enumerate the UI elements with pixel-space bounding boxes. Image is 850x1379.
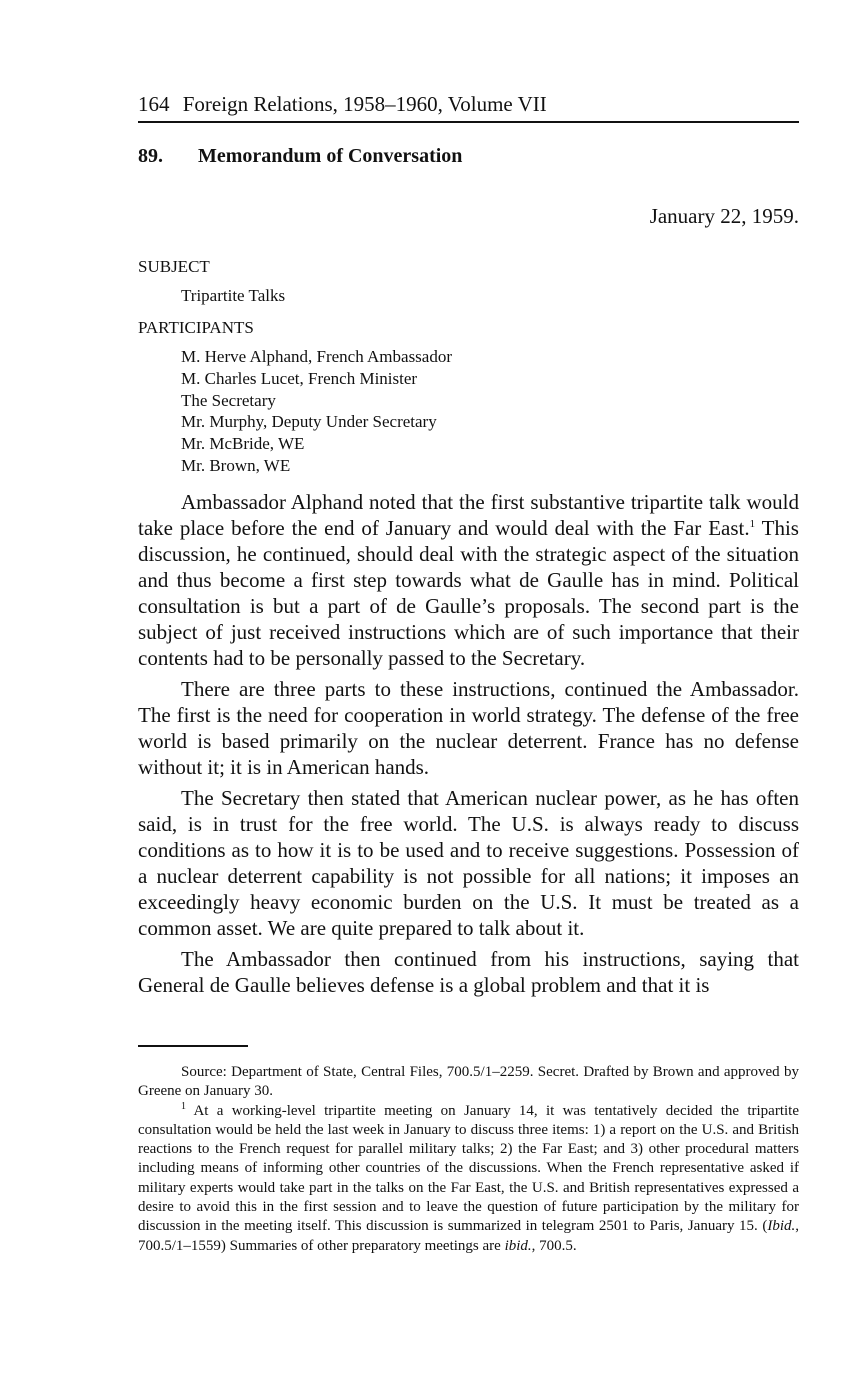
footnote-citation: ibid. [504,1237,532,1254]
body-paragraph: The Ambassador then continued from his instructions, saying that General de Gaulle believes defense is a global problem and that it is [138,947,799,997]
document-date: January 22, 1959. [649,204,799,228]
document-title: Memorandum of Conversation [198,145,463,167]
body-paragraph: There are three parts to these instructions, continued the Ambassador. The first is the need for cooperation in world strategy. The defense of the free world is based primarily on the nuclear deterrent. France has no defense without it; it is in American hands. [138,677,799,779]
participants-list [181,346,452,477]
footnote-1 [138,1102,799,1256]
body-paragraph-text: This discussion, he continued, should deal with the strategic aspect of the situation and thus become a first step towards what de Gaulle has in mind. Political consultation is but a part of de Gaulle’s proposals. The second part is the subject of just received instructions which are of such importance that their contents had to be personally passed to the Secretary. [138,516,799,670]
footnotes [138,1063,799,1256]
participants-label: PARTICIPANTS [138,318,254,337]
footnote-reference[interactable]: 1 [749,518,756,530]
series-title: Foreign Relations, 1958–1960, Volume VII [182,92,547,116]
subject-label: SUBJECT [138,257,210,276]
footnote-text: , 700.5. [531,1237,577,1254]
body-paragraph-text: Ambassador Alphand noted that the first substantive tripartite talk would take place before the end of January and would deal with the Far East. [138,490,799,540]
body-paragraph: The Secretary then stated that American nuclear power, as he has often said, is in trust for the free world. The U.S. is always ready to discuss conditions as to how it is to be used and to receive suggestions. Possession of a nuclear deterrent capability is not possible for all nations; it imposes an exceedingly heavy economic burden on the U.S. It must be treated as a common asset. We are quite prepared to talk about it. [138,786,799,940]
body-paragraph [138,489,799,671]
header-rule [138,121,799,123]
memorandum-body [138,489,799,1003]
page-number: 164 [138,92,170,116]
footnote-rule [138,1045,248,1047]
footnote-text: , 700.5/1–1559) Summaries of other preparatory meetings are [138,1218,799,1254]
source-note: Source: Department of State, Central Files, 700.5/1–2259. Secret. Drafted by Brown and approved by Greene on January 30. [138,1064,799,1100]
footnote-marker: 1 [181,1100,186,1112]
footnote-text: At a working-level tripartite meeting on January 14, it was tentatively decided the tripartite consultation would be held the last week in January to discuss three items: 1) a report on the U.S. and British reactions to the French request for parallel military talks; 2) the Far East; and 3) other procedural matters including means of informing other countries of the discussions. When the French representative asked if military experts would take part in the talks on the Far East, the U.S. and British representatives expressed a desire to avoid this in the first session and to leave the question of future participation by the military for discussion in the meeting itself. This discussion is summarized in telegram 2501 to Paris, January 15. ( [138,1102,799,1235]
participant-item: M. Charles Lucet, French Minister [181,368,418,388]
participant-item: Mr. McBride, WE [181,434,305,454]
participant-item: M. Herve Alphand, French Ambassador [181,347,453,366]
document-heading [138,143,462,169]
participant-item: The Secretary [181,390,276,410]
document-number: 89. [138,145,163,167]
footnote-citation: Ibid. [767,1218,796,1235]
participant-item: Mr. Murphy, Deputy Under Secretary [181,412,437,432]
subject-value: Tripartite Talks [181,286,286,305]
running-head [138,90,799,118]
participant-item: Mr. Brown, WE [181,455,291,475]
